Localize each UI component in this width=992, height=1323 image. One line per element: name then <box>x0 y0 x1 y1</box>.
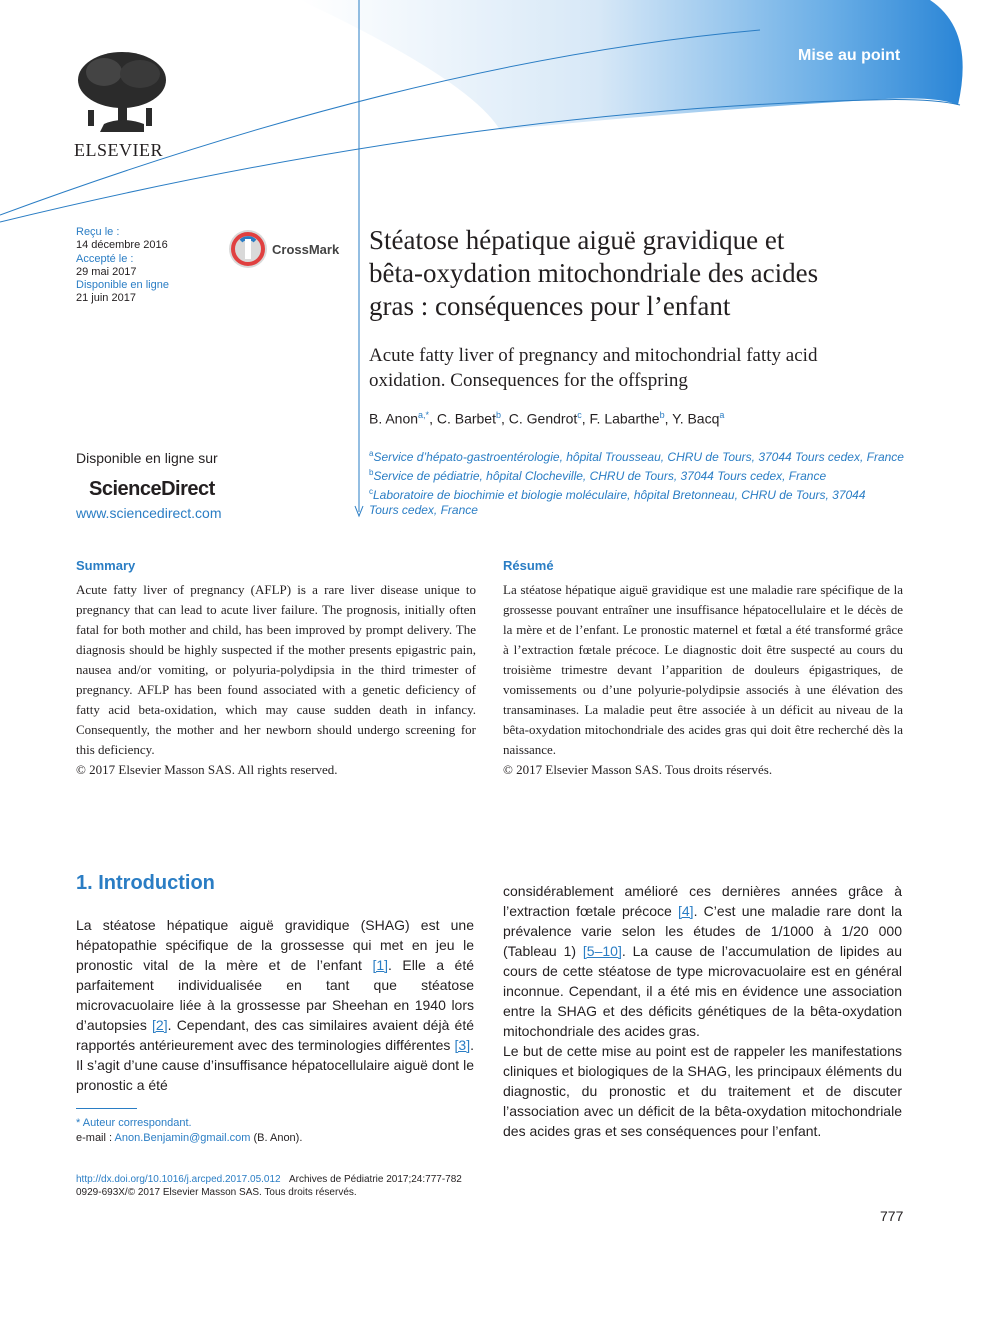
vertical-rule <box>353 240 365 520</box>
resume-heading: Résumé <box>503 558 554 573</box>
text-run: . Il s’agit d’une cause d’insuffisance hépatocellulaire aiguë dont le pronostic a été <box>76 1037 474 1093</box>
elsevier-tree-icon <box>74 50 170 136</box>
journal-citation: Archives de Pédiatrie 2017;24:777-782 <box>288 1174 462 1185</box>
article-meta <box>76 1173 462 1199</box>
sciencedirect-link[interactable]: www.sciencedirect.com <box>76 505 222 521</box>
intro-paragraph: Le but de cette mise au point est de rappeler les manifestations cliniques et biologiques de la SHAG, les principaux éléments du diagnostic, du pronostic et du traitement et de discuter l’association avec un déficit de la bêta-oxydation mitochondriale des acides gras et ses conséquences pour l’enfant. <box>503 1043 902 1139</box>
author-sup[interactable]: b <box>659 410 665 420</box>
email-line <box>76 1131 302 1146</box>
elsevier-wordmark: ELSEVIER <box>74 140 163 160</box>
title-line: Stéatose hépatique aiguë gravidique et <box>369 225 785 255</box>
citation-link[interactable]: [3] <box>454 1037 471 1053</box>
author-name: F. Labarthe <box>589 410 660 427</box>
received-label: Reçu le : <box>76 226 120 238</box>
article-subtitle <box>369 343 817 393</box>
author-name: B. Anon <box>369 410 419 427</box>
text-run: . Elle a été parfaitement individualisée en tant que stéatose microvacuolaire liée à la grossesse par Sheehan en 1940 lors d’autopsies <box>76 957 475 1033</box>
elsevier-logo <box>74 50 170 160</box>
accepted-value: 29 mai 2017 <box>76 265 137 278</box>
section-heading-introduction: 1. Introduction <box>76 872 215 894</box>
accepted-label: Accepté le : <box>76 252 134 265</box>
affiliation-text: Laboratoire de biochimie et biologie moléculaire, hôpital Bretonneau, CHRU de Tours, 37044 Tours cedex, France <box>369 488 866 517</box>
footnote <box>76 1116 302 1146</box>
sciencedirect-logo: ScienceDirect <box>89 478 215 500</box>
summary-copyright: © 2017 Elsevier Masson SAS. All rights reserved. <box>76 762 338 777</box>
corresponding-author-note: * Auteur correspondant. <box>76 1117 192 1129</box>
text-run: La stéatose hépatique aiguë gravidique (SHAG) est une hépatopathie spécifique de la grossesse qui met en jeu le pronostic vital de la mère et de l’enfant <box>76 917 474 973</box>
text-run: . Cependant, des cas similaires avaient déjà été rapportés antérieurement avec des terminologies différentes <box>76 1017 475 1053</box>
online-label: Disponible en ligne sur <box>76 450 218 466</box>
affiliation-sup: c <box>369 487 373 496</box>
citation-link[interactable]: [4] <box>678 903 694 919</box>
online-date-value: 21 juin 2017 <box>76 292 136 305</box>
received-value: 14 décembre 2016 <box>76 239 168 252</box>
subtitle-line: Acute fatty liver of pregnancy and mitochondrial fatty acid <box>369 345 818 366</box>
author-sup[interactable]: a <box>719 410 725 420</box>
affiliation-text: Service de pédiatrie, hôpital Clocheville, CHRU de Tours, 37044 Tours cedex, France <box>373 469 827 483</box>
resume-abstract <box>503 580 903 780</box>
crossmark-badge[interactable] <box>228 229 339 269</box>
text-run: considérablement amélioré ces dernières années grâce à l’extraction fœtale précoce <box>503 883 902 919</box>
author-name: Y. Bacq <box>672 410 720 427</box>
page-number: 777 <box>880 1208 904 1224</box>
intro-paragraph <box>76 915 474 1095</box>
email-link[interactable]: Anon.Benjamin@gmail.com <box>114 1132 251 1144</box>
affiliation-a <box>369 446 909 465</box>
intro-right-column <box>503 881 902 1141</box>
author-sup[interactable]: a,* <box>418 410 430 420</box>
affiliation-text: Service d’hépato-gastroentérologie, hôpital Trousseau, CHRU de Tours, 37044 Tours cedex, France <box>373 450 904 464</box>
text-run: . C’est une maladie rare dont la prévalence varie selon les études de 1/1000 à 1/20 000 (Tableau 1) <box>503 903 902 959</box>
intro-paragraph <box>503 881 902 1041</box>
author-list: B. Anon$^{a,*}$, C. Barbet$^b$, C. Gendrot$^c$, F. Labarthe$^b$, Y. Bacq$^a$ <box>369 410 725 427</box>
section-label: Mise au point <box>798 47 901 64</box>
summary-abstract <box>76 580 476 780</box>
affiliation-sup: a <box>369 449 374 458</box>
citation-link[interactable]: [1] <box>372 957 389 973</box>
citation-link[interactable]: [2] <box>152 1017 168 1033</box>
resume-copyright: © 2017 Elsevier Masson SAS. Tous droits réservés. <box>503 762 773 777</box>
text-run: . La cause de l’accumulation de lipides au cours de cette stéatose de type microvacuolaire est en général inconnue. Cependant, il a été mis en évidence une association entre la SHAG et des déficits génétiques de la bêta-oxydation mitochondriale des acides gras. <box>503 943 902 1039</box>
article-title <box>369 224 818 323</box>
doi-link[interactable]: http://dx.doi.org/10.1016/j.arcped.2017.05.012 <box>76 1174 281 1185</box>
author-sup[interactable]: b <box>495 410 501 420</box>
crossmark-icon <box>228 229 268 269</box>
crossmark-label: CrossMark <box>272 241 340 257</box>
issn-line: 0929-693X/© 2017 Elsevier Masson SAS. Tous droits réservés. <box>76 1187 357 1198</box>
intro-left-column <box>76 915 474 1095</box>
meta-line <box>76 1173 462 1186</box>
affiliation-b <box>369 465 909 484</box>
footnote-rule <box>76 1108 137 1109</box>
online-date-label: Disponible en ligne <box>76 279 169 292</box>
citation-link[interactable]: [5–10] <box>582 943 622 959</box>
title-line: gras : conséquences pour l’enfant <box>369 291 731 321</box>
author-name: C. Gendrot <box>508 410 578 427</box>
subtitle-line: oxidation. Consequences for the offspring <box>369 370 688 391</box>
summary-heading: Summary <box>76 558 136 573</box>
summary-text: Acute fatty liver of pregnancy (AFLP) is a rare liver disease unique to pregnancy that can lead to acute liver failure. The prognosis, initially often fatal for both mother and child, has been improved by prompt delivery. The diagnosis should be highly suspected if the mother presents epigastric pain, nausea and/or vomiting, or polyuria-polydipsia in the third trimester of pregnancy. AFLP has been found associated with a genetic deficiency of fatty acid beta-oxidation, which may cause sudden death in infancy. Consequently, the mother and her newborn should undergo screening for this deficiency. <box>76 582 476 757</box>
author-name: C. Barbet <box>436 410 496 427</box>
email-suffix: (B. Anon). <box>250 1132 303 1144</box>
email-label: e-mail : <box>76 1132 115 1144</box>
article-dates <box>76 226 169 306</box>
author-sup[interactable]: c <box>577 410 582 420</box>
resume-text: La stéatose hépatique aiguë gravidique est une maladie rare spécifique de la grossesse pouvant entraîner une insuffisance hépatocellulaire et le décès de la mère et de l’enfant. Le pronostic maternel et fœtal a été transformé grâce à l’extraction fœtale précoce. Le diagnostic doit être suspecté au cours du troisième trimestre devant l’apparition de douleurs épigastriques, de vomissements ou d’une polyurie-polydipsie associés à une élévation des transaminases. La maladie peut être associée à un déficit au niveau de la bêta-oxydation mitochondriale des acides gras qui doit être recherché dès la naissance. <box>503 582 903 757</box>
affiliations <box>369 446 909 518</box>
affiliation-sup: b <box>369 468 374 477</box>
affiliation-c <box>369 484 909 518</box>
title-line: bêta-oxydation mitochondriale des acides <box>369 258 819 288</box>
